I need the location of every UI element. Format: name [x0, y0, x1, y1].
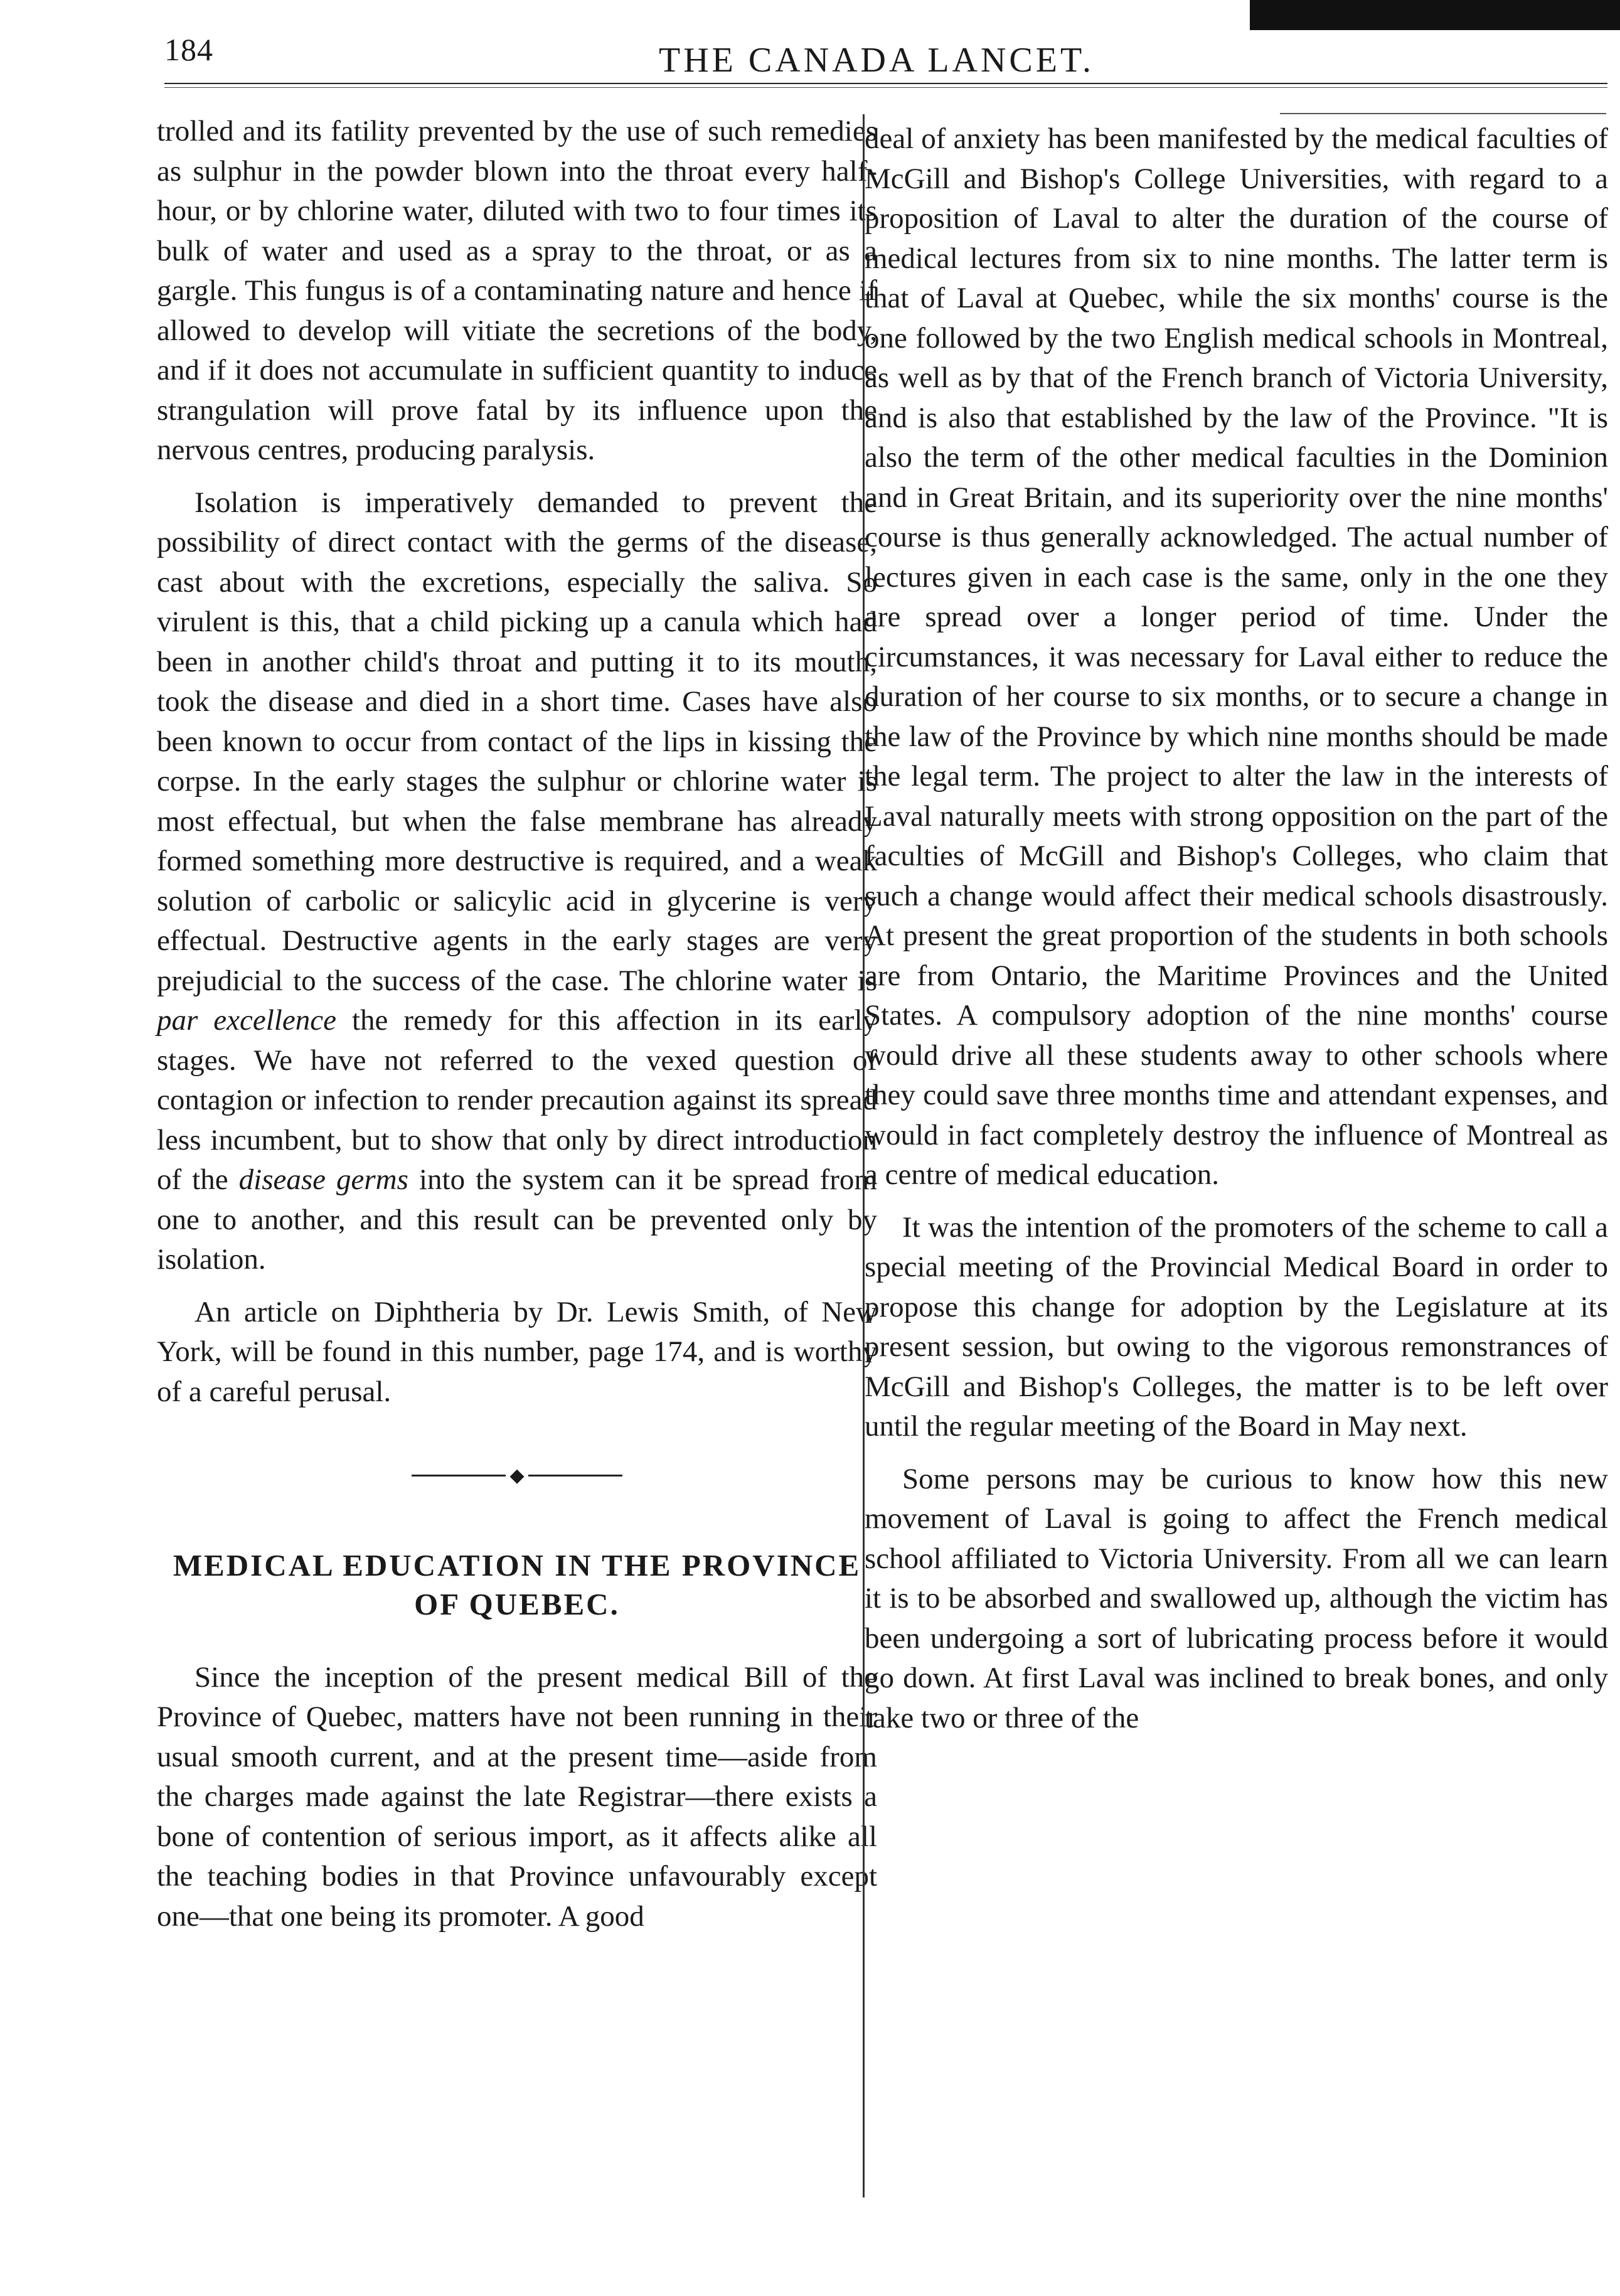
paragraph: Since the inception of the present medical Bill of the Province of Quebec, matters have not been running in their usual smooth current, and at the present time—aside from the charges made against the late Registrar—there exists a bone of contention of serious import, as it affects alike all the teaching bodies in that Province unfavourably except one—that one being its promoter. A good [157, 1660, 877, 1933]
left-column [157, 112, 877, 1949]
paragraph: An article on Diphtheria by Dr. Lewis Smith, of New York, will be found in this number, page 174, and is worthy of a careful perusal. [157, 1295, 877, 1408]
italic-text: par excellence [157, 1004, 336, 1037]
paragraph: Some persons may be curious to know how this new movement of Laval is going to affect the French medical school affiliated to Victoria University. From all we can learn it is to be absorbed and swallowed up, although the victim has been undergoing a sort of lubricating process before it would go down. At first Laval was inclined to break bones, and only take two or three of the [865, 1462, 1608, 1734]
paragraph: It was the intention of the promoters of the scheme to call a special meeting of the Provincial Medical Board in order to propose this change for adoption by the Legislature at its present session, but owing to the vigorous remonstrances of McGill and Bishop's Colleges, the matter is to be left over until the regular meeting of the Board in May next. [865, 1210, 1608, 1443]
separator-line [412, 1475, 506, 1476]
paragraph [157, 483, 877, 1280]
header-rule-secondary [1280, 113, 1606, 114]
section-separator [157, 1456, 877, 1496]
section-heading: MEDICAL EDUCATION IN THE PROVINCE OF QUEBEC. [173, 1547, 861, 1621]
paragraph: deal of anxiety has been manifested by the medical faculties of McGill and Bishop's College Universities, with regard to a proposition of Laval to alter the duration of the course of medical lectures from six to nine months. The latter term is that of Laval at Quebec, while the six months' course is the one followed by the two English medical schools in Montreal, as well as by that of the French branch of Victoria University, and is also that established by the law of the Province. "It is also the term of the other medical faculties in the Dominion and in Great Britain, and its superiority over the nine months' course is thus generally acknowledged. The actual number of lectures given in each case is the same, only in the one they are spread over a longer period of time. Under the circumstances, it was necessary for Laval either to reduce the duration of her course to six months, or to secure a change in the law of the Province by which nine months should be made the legal term. The project to alter the law in the interests of Laval naturally meets with strong opposition on the part of the faculties of McGill and Bishop's Colleges, who claim that such a change would affect their medical schools disastrously. At present the great proportion of the students in both schools are from Ontario, the Maritime Provinces and the United States. A compulsory adoption of the nine months' course would drive all these students away to other schools where they could save three months time and attendant expenses, and would in fact completely destroy the influence of Montreal as a centre of medical education. [865, 122, 1608, 1191]
paragraph-text: the remedy for this affection in its early stages. We have not referred to the vexed question of contagion or infection to render precaution against its spread less incumbent, but to show that only by direct introduction of the [157, 1004, 878, 1196]
page-number: 184 [164, 32, 213, 67]
paragraph: trolled and its fatility prevented by the use of such remedies as sulphur in the powder blown into the throat every half-hour, or by chlorine water, diluted with two to four times its bulk of water and used as a spray to the throat, or as a gargle. This fungus is of a contaminating nature and hence if allowed to develop will vitiate the secretions of the body, and if it does not accumulate in sufficient quantity to induce strangulation will prove fatal by its influence upon the nervous centres, producing paralysis. [157, 115, 877, 466]
header-rule [164, 83, 1607, 88]
separator-line [528, 1475, 622, 1476]
paragraph-text: Isolation is imperatively demanded to prevent the possibility of direct contact with the germs of the disease, cast about with the excretions, especially the saliva. So virulent is this, that a child picking up a canula which had been in another child's throat and putting it to its mouth, took the disease and died in a short time. Cases have also been known to occur from contact of the lips in kissing the corpse. In the early stages the sulphur or chlorine water is most effectual, but when the false membrane has already formed something more destructive is required, and a weak solution of carbolic or salicylic acid in glycerine is very effectual. Destructive agents in the early stages are very prejudicial to the success of the case. The chlorine water is [157, 486, 877, 997]
right-column [865, 119, 1608, 1751]
running-title: THE CANADA LANCET. [659, 41, 1095, 80]
italic-text: disease germs [238, 1163, 408, 1196]
paragraph-text: into the system can it be spread from one to another, and this result can be prevented only by isolation. [157, 1163, 877, 1276]
corner-black-mark [1250, 0, 1620, 30]
separator-ornament-icon: ◆ [509, 1465, 525, 1486]
